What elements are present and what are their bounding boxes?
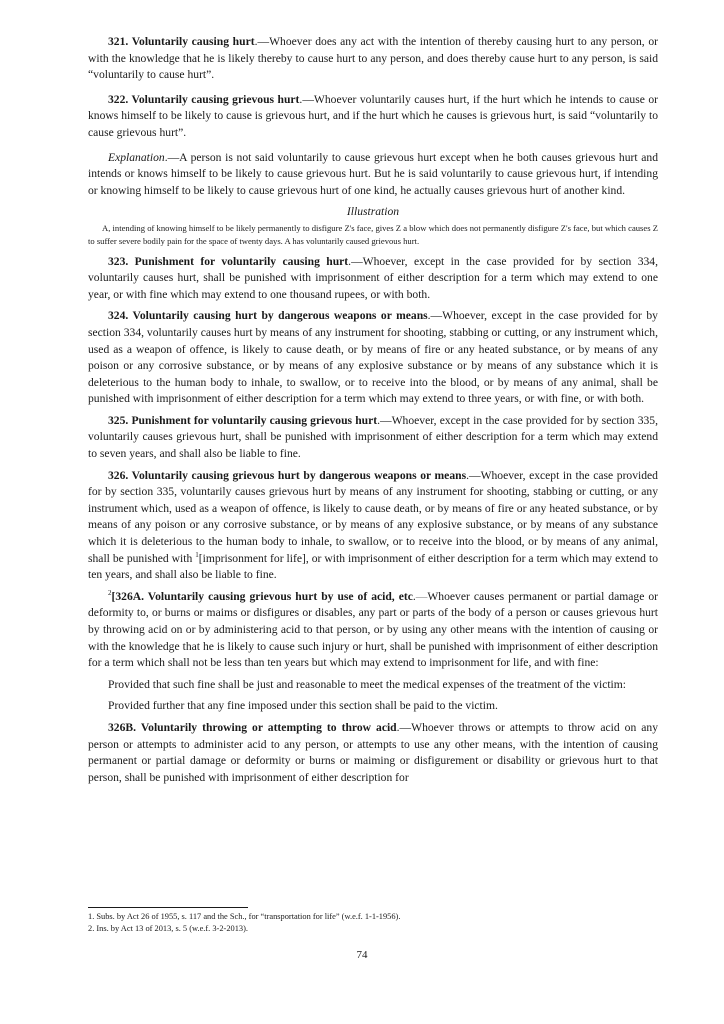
- section-326a-dash: —: [415, 589, 428, 603]
- section-326: [88, 468, 658, 584]
- section-324-heading: 324. Voluntarily causing hurt by dangerous weapons or means: [108, 309, 428, 323]
- section-325-heading: 325. Punishment for voluntarily causing grievous hurt: [108, 413, 378, 427]
- footnote-divider: [88, 907, 248, 908]
- section-326b: [88, 720, 658, 786]
- footnote-ref-1: 1: [195, 550, 199, 559]
- section-322-explanation: [88, 150, 658, 200]
- footnote-2: 2. Ins. by Act 13 of 2013, s. 5 (w.e.f. 3-2-2013).: [88, 924, 248, 933]
- illustration-title: Illustration: [346, 205, 400, 219]
- section-321-text: .—Whoever does any act with the intention of thereby causing hurt to any person, or with the knowledge that he is likely thereby to cause hurt to any person, and does thereby cause hurt to any person, is said “voluntarily to cause hurt”.: [88, 35, 658, 82]
- section-326b-text: .—Whoever throws or attempts to throw acid on any person or attempts to administer acid to any person, or attempts to use any other means, with the intention of causing permanent or partial damage or deformity or burns or maiming or disfigurement or disability or grievous hurt to that person, shall be punished with imprisonment of either description for: [88, 720, 659, 784]
- section-322-heading: 322. Voluntarily causing grievous hurt: [108, 92, 300, 106]
- section-326a-proviso-1: Provided that such fine shall be just and reasonable to meet the medical expenses of the treatment of the victim:: [108, 677, 627, 691]
- section-324-text: .—Whoever, except in the case provided for by section 334, voluntarily causes hurt by means of any instrument for shooting, stabbing or cutting, or any instrument which, used as a weapon of offence, is likely to cause death, or by means of fire or any heated substance, or by means of any poison or any corrosive substance, or by means of any explosive substance or by means of any substance which it is deleterious to the human body to inhale, to swallow, or to receive into the blood, or by means of any animal, shall be punished with imprisonment of either description for a term which may extend to three years, or with fine, or with both.: [88, 309, 658, 406]
- explanation-label: Explanation: [108, 150, 165, 164]
- section-326-text-after: [imprisonment for life], or with imprisonment of either description for a term which may extend to ten years, and shall also be liable to fine.: [88, 551, 658, 582]
- section-325: [88, 413, 658, 463]
- section-326b-heading: 326B. Voluntarily throwing or attempting to throw acid: [108, 720, 397, 734]
- section-323: [88, 254, 658, 304]
- section-322: [88, 92, 658, 142]
- footnote-1: 1. Subs. by Act 26 of 1955, s. 117 and the Sch., for “transportation for life” (w.e.f. 1-1-1956).: [88, 912, 401, 921]
- section-322-text: .—Whoever voluntarily causes hurt, if the hurt which he intends to cause or knows himself to be likely to cause is grievous hurt, and if the hurt which he causes is grievous hurt, is said “voluntarily to cause grievous hurt”.: [88, 92, 659, 139]
- footnote-ref-2: 2: [108, 588, 112, 597]
- section-321: [88, 34, 658, 84]
- explanation-text: .—A person is not said voluntarily to cause grievous hurt except when he both causes grievous hurt and intends or knows himself to be likely to cause grievous hurt. But he is said voluntarily to cause grievous hurt, if intending or knowing himself to be likely to cause grievous hurt of one kind, he actually causes grievous hurt of another kind.: [88, 150, 658, 197]
- section-326a-heading-dot: .: [412, 589, 416, 603]
- section-324: [88, 308, 658, 408]
- section-326-heading: 326. Voluntarily causing grievous hurt by dangerous weapons or means: [108, 468, 467, 482]
- section-321-heading: 321. Voluntarily causing hurt: [108, 35, 255, 48]
- page-number: 74: [356, 949, 368, 961]
- footnotes: [88, 911, 658, 935]
- section-323-heading: 323. Punishment for voluntarily causing hurt: [108, 254, 349, 268]
- section-326a-proviso-2: Provided further that any fine imposed under this section shall be paid to the victim.: [108, 699, 498, 713]
- section-326a-text: Whoever causes permanent or partial damage or deformity to, or burns or maims or disfigures or disables, any part or parts of the body of a person or causes grievous hurt by throwing acid on or by administering acid to that person, or by using any other means with the intention of causing or with the knowledge that he is likely to cause such injury or hurt, shall be punished with imprisonment of either description for a term which shall not be less than ten years but which may extend to imprisonment for life, and with fine:: [88, 589, 658, 670]
- illustration-text: A, intending of knowing himself to be likely permanently to disfigure Z's face, gives Z a blow which does not permanently disfigure Z's face, but which causes Z to suffer severe bodily pain for the space of twenty days. A has voluntarily caused grievous hurt.: [88, 223, 658, 246]
- section-326a: [88, 589, 658, 672]
- section-326-text-before: .—Whoever, except in the case provided for by section 335, voluntarily causes grievous hurt by means of any instrument for shooting, stabbing or cutting, or any instrument which, used as a weapon of offence, is likely to cause death, or by means of fire or any heated substance, or by means of any poison or any corrosive substance, or by means of any explosive substance, or by means of any substance which it is deleterious to the human body to inhale, to swallow, or to receive into the blood, or by means of any animal, shall be punished with: [88, 468, 658, 565]
- section-325-text: .—Whoever, except in the case provided for by section 335, voluntarily causes grievous hurt, shall be punished with imprisonment of either description for a term which may extend to seven years, and shall also be liable to fine.: [88, 413, 658, 461]
- document-body: [88, 34, 658, 791]
- section-326a-heading: [326A. Voluntarily causing grievous hurt by use of acid, etc: [111, 589, 413, 603]
- section-323-text: .—Whoever, except in the case provided for by section 334, voluntarily causes hurt, shall be punished with imprisonment of either description for a term which may extend to one year, or with fine which may extend to one thousand rupees, or with both.: [88, 254, 658, 301]
